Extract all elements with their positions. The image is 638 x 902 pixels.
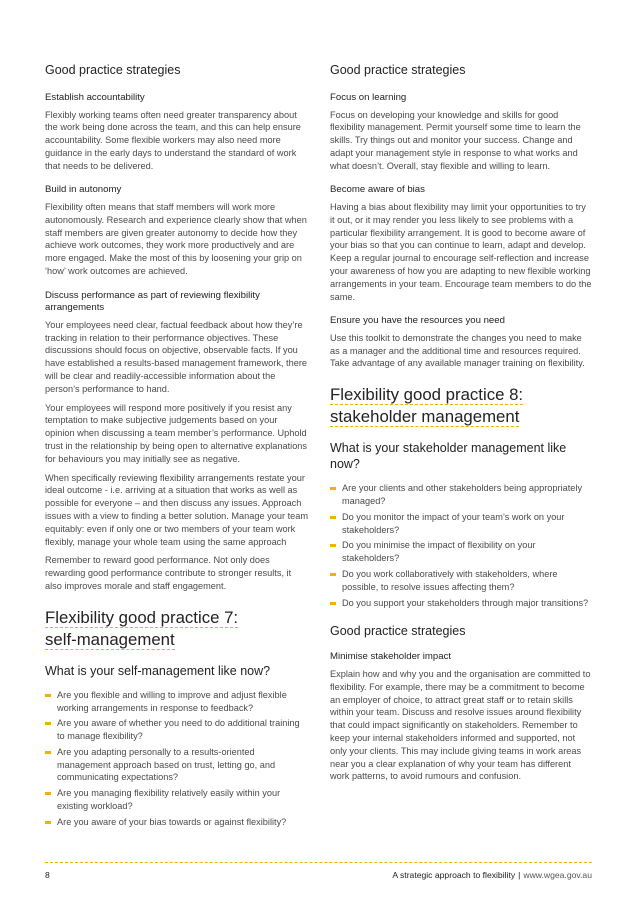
establish-accountability-text: Flexibly working teams often need greater transparency about the work being done across the team, and this can help ensure accountability. Some flexible workers may also need more guidance in the early days to understand the standard of work that needs to be delivered. xyxy=(45,109,301,171)
bullet-dash-icon xyxy=(45,751,51,754)
aware-bias-text: Having a bias about flexibility may limit your opportunities to try it out, or it may render you less likely to see problems with a particular flexibility arrangement. It is good to become aware of your bias so that you can continue to learn, adapt and develop. Keep a regular journal to encourage self-reflection and increase your awareness of how you are adapting to new flexible working arrangements in your team. Encourage team members to do the same. xyxy=(330,201,592,302)
website-link[interactable]: www.wgea.gov.au xyxy=(523,870,592,880)
discuss-performance-title: Discuss performance as part of reviewing flexibility arrangements xyxy=(45,289,260,314)
list-item: Do you monitor the impact of your team’s work on your stakeholders? xyxy=(330,511,592,537)
bullet-dash-icon xyxy=(45,821,51,824)
resources-title: Ensure you have the resources you need xyxy=(330,315,505,327)
aware-bias-title: Become aware of bias xyxy=(330,184,425,196)
bullet-dash-icon xyxy=(330,544,336,547)
right-strategies-heading: Good practice strategies xyxy=(330,63,466,77)
list-item: Are your clients and other stakeholders being appropriately managed? xyxy=(330,482,592,508)
footer-divider xyxy=(45,862,592,863)
focus-learning-title: Focus on learning xyxy=(330,92,407,103)
resources-text: Use this toolkit to demonstrate the changes you need to make as a manager and the additional time and resources required. Take advantage of any available manager training on flexibility. xyxy=(330,332,585,369)
bullet-dash-icon xyxy=(330,487,336,490)
gp7-title-line2: self-management xyxy=(45,629,175,649)
bullet-dash-icon xyxy=(45,792,51,795)
footer-separator: | xyxy=(518,870,521,880)
list-item: Are you managing flexibility relatively easily within your existing workload? xyxy=(45,787,309,813)
focus-learning-text: Focus on developing your knowledge and skills for good flexibility management. Permit yourself some time to learn the skills. Try things out and monitor your success. Change and adapt your management style in response to what works and what doesn’t. Overall, stay flexible and willing to learn. xyxy=(330,109,581,171)
page-number: 8 xyxy=(45,870,50,880)
list-item: Are you adapting personally to a results-oriented management approach based on trust, letting go, and communicating expectations? xyxy=(45,746,309,784)
gp8-question: What is your stakeholder management like now? xyxy=(330,441,567,472)
bullet-dash-icon xyxy=(330,573,336,576)
gp7-bullet-list xyxy=(45,689,309,829)
good-practice-8-title xyxy=(330,384,592,428)
discuss-performance-p3: When specifically reviewing flexibility arrangements restate your ideal outcome - i.e. arriving at a situation that works as well as possible for everyone – and then discuss any issues. Approach issues with a view to finding a better solution. Manage your team equitably: even if only one or two members of your team work flexibly, manage your whole team using the same approach xyxy=(45,472,309,547)
build-autonomy-title: Build in autonomy xyxy=(45,184,122,196)
footer-credit xyxy=(392,870,592,880)
bullet-dash-icon xyxy=(330,516,336,519)
list-item: Do you support your stakeholders through major transitions? xyxy=(330,597,592,610)
minimise-impact-title: Minimise stakeholder impact xyxy=(330,651,452,663)
gp8-title-line2: stakeholder management xyxy=(330,407,520,427)
good-practice-7-title xyxy=(45,607,309,651)
bullet-dash-icon xyxy=(45,722,51,725)
list-item: Do you work collaboratively with stakeholders, where possible, to resolve issues affecting them? xyxy=(330,568,592,594)
discuss-performance-p1: Your employees need clear, factual feedback about how they’re tracking in relation to their performance objectives. These discussions should focus on objective, observable facts. If you have established a results-based management framework, there will be clear and readily-accessible information about the person’s performance to hand. xyxy=(45,319,307,394)
gp8-bullet-list xyxy=(330,482,592,609)
document-title: A strategic approach to flexibility xyxy=(392,870,516,880)
list-item: Are you flexible and willing to improve and adjust flexible working arrangements in response to feedback? xyxy=(45,689,309,715)
list-item: Are you aware of your bias towards or against flexibility? xyxy=(45,816,309,829)
right-column xyxy=(330,62,592,783)
left-column xyxy=(45,62,309,829)
right-strategies-heading-2: Good practice strategies xyxy=(330,624,466,639)
discuss-performance-p4: Remember to reward good performance. Not only does rewarding good performance contribute to stronger results, it also improves morale and staff engagement. xyxy=(45,555,292,591)
establish-accountability-title: Establish accountability xyxy=(45,92,145,103)
bullet-dash-icon xyxy=(45,694,51,697)
gp7-title-line1: Flexibility good practice 7: xyxy=(45,607,239,627)
gp7-question: What is your self-management like now? xyxy=(45,663,271,678)
gp8-title-line1: Flexibility good practice 8: xyxy=(330,385,524,405)
build-autonomy-text: Flexibility often means that staff members will work more autonomously. Research and experience clearly show that when staff members are given greater autonomy to decide how they achieve work outcomes, they work more productively and are more engaged. Make the most of this by loosening your grip on ‘how’ work outcomes are achieved. xyxy=(45,201,307,276)
discuss-performance-p2: Your employees will respond more positively if you resist any temptation to make subjective judgements based on your opinion when discussing a team member’s performance. Uphold trust in the relationship by being open to alternative explanations for behaviours you may initially see as negative. xyxy=(45,402,308,464)
list-item: Are you aware of whether you need to do additional training to manage flexibility? xyxy=(45,717,309,743)
list-item: Do you minimise the impact of flexibility on your stakeholders? xyxy=(330,539,592,565)
minimise-impact-text: Explain how and why you and the organisation are committed to flexibility. For example, there may be a commitment to become an employer of choice, to attract great staff or to retain skills within your team. Discuss and resolve issues around flexibility that could impact significantly on stakeholders. Remember to keep your internal stakeholders informed and supported, not only your clients. This may include giving teams in work areas near you a clear explanation of why your team has different work patterns, to avoid rumours and confusion. xyxy=(330,668,591,782)
bullet-dash-icon xyxy=(330,602,336,605)
left-strategies-heading: Good practice strategies xyxy=(45,63,181,77)
